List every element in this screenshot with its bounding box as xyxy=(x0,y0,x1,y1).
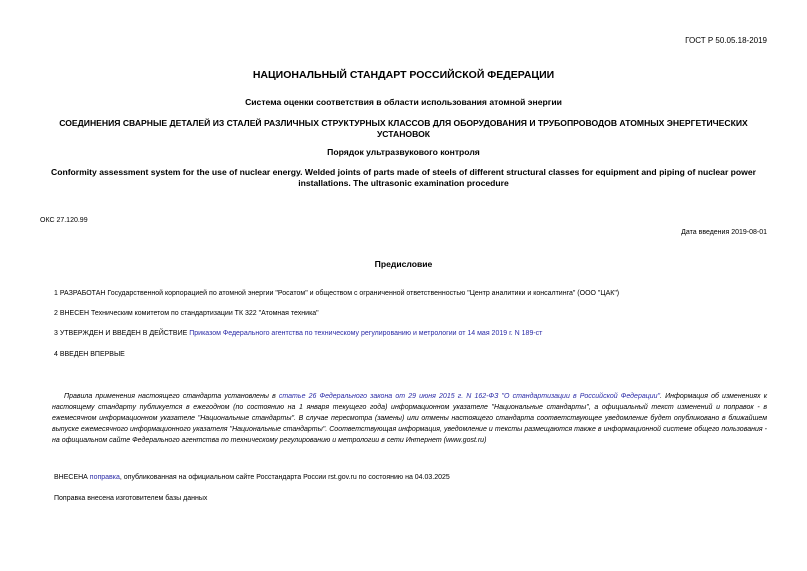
amendment-line xyxy=(54,474,450,481)
foreword-item-first-introduced: 4 ВВЕДЕН ВПЕРВЫЕ xyxy=(54,351,125,358)
amendment-link[interactable]: поправка xyxy=(89,474,120,481)
foreword-item-submitted: 2 ВНЕСЕН Техническим комитетом по стандартизации ТК 322 "Атомная техника" xyxy=(54,310,319,317)
system-title: Система оценки соответствия в области использования атомной энергии xyxy=(245,97,562,107)
national-standard-heading: НАЦИОНАЛЬНЫЙ СТАНДАРТ РОССИЙСКОЙ ФЕДЕРАЦИИ xyxy=(252,69,555,81)
approval-order-link[interactable]: Приказом Федерального агентства по техническому регулированию и метрологии от 14 мая 2019 г. N 189-ст xyxy=(189,330,543,337)
amendment-prefix: ВНЕСЕНА xyxy=(54,474,90,481)
rules-text-start: Правила применения настоящего стандарта установлены в xyxy=(64,393,279,400)
federal-law-link[interactable]: статье 26 Федерального закона от 29 июня 2015 г. N 162-ФЗ "О стандартизации в Российской Федерации" xyxy=(278,393,661,400)
procedure-title: Порядок ультразвукового контроля xyxy=(327,147,480,157)
rules-text-rest: . Информация об изменениях к настоящему стандарту публикуется в ежегодном (по состоянию на 1 января текущего года) информационном указателе "Национальные стандарты", а официальный текст изменений и поправок - в ежемесячном информационном указателе "Национальные стандарты". В случае пересмотра (замены) или отмены настоящего стандарта соответствующее уведомление будет опубликовано в ближайшем выпуске ежемесячного информационного указателя "Национальные стандарты". Соответствующая информация, уведомление и тексты размещаются также в информационной системе общего пользования - на официальном сайте Федерального агентства по техническому регулированию и метрологии в сети Интернет (www.gost.ru) xyxy=(52,393,768,444)
main-title: СОЕДИНЕНИЯ СВАРНЫЕ ДЕТАЛЕЙ ИЗ СТАЛЕЙ РАЗЛИЧНЫХ СТРУКТУРНЫХ КЛАССОВ ДЛЯ ОБОРУДОВАНИЯ И ТРУБОПРОВОДОВ АТОМНЫХ ЭНЕРГЕТИЧЕСКИХ УСТАНОВОК xyxy=(59,118,748,139)
amendment-suffix: , опубликованная на официальном сайте Росстандарта России rst.gov.ru по состоянию на 04.03.2025 xyxy=(119,474,450,481)
approved-text: 3 УТВЕРЖДЕН И ВВЕДЕН В ДЕЙСТВИЕ xyxy=(54,330,190,337)
introduction-date: Дата введения 2019-08-01 xyxy=(681,229,767,236)
oks-code: ОКС 27.120.99 xyxy=(40,217,88,224)
amendment-note: Поправка внесена изготовителем базы данных xyxy=(54,495,208,502)
foreword-item-approved xyxy=(54,330,542,337)
foreword-heading: Предисловие xyxy=(374,259,433,269)
application-rules-paragraph xyxy=(52,391,767,446)
document-code: ГОСТ Р 50.05.18-2019 xyxy=(685,36,767,45)
foreword-item-developed: 1 РАЗРАБОТАН Государственной корпорацией по атомной энергии "Росатом" и обществом с ограниченной ответственностью "Центр аналитики и консалтинга" (ООО "ЦАК") xyxy=(54,290,620,297)
english-title: Conformity assessment system for the use of nuclear energy. Welded joints of parts made of steels of different structural classes for equipment and piping of nuclear power installations. The ultrasonic examination procedure xyxy=(50,167,756,188)
